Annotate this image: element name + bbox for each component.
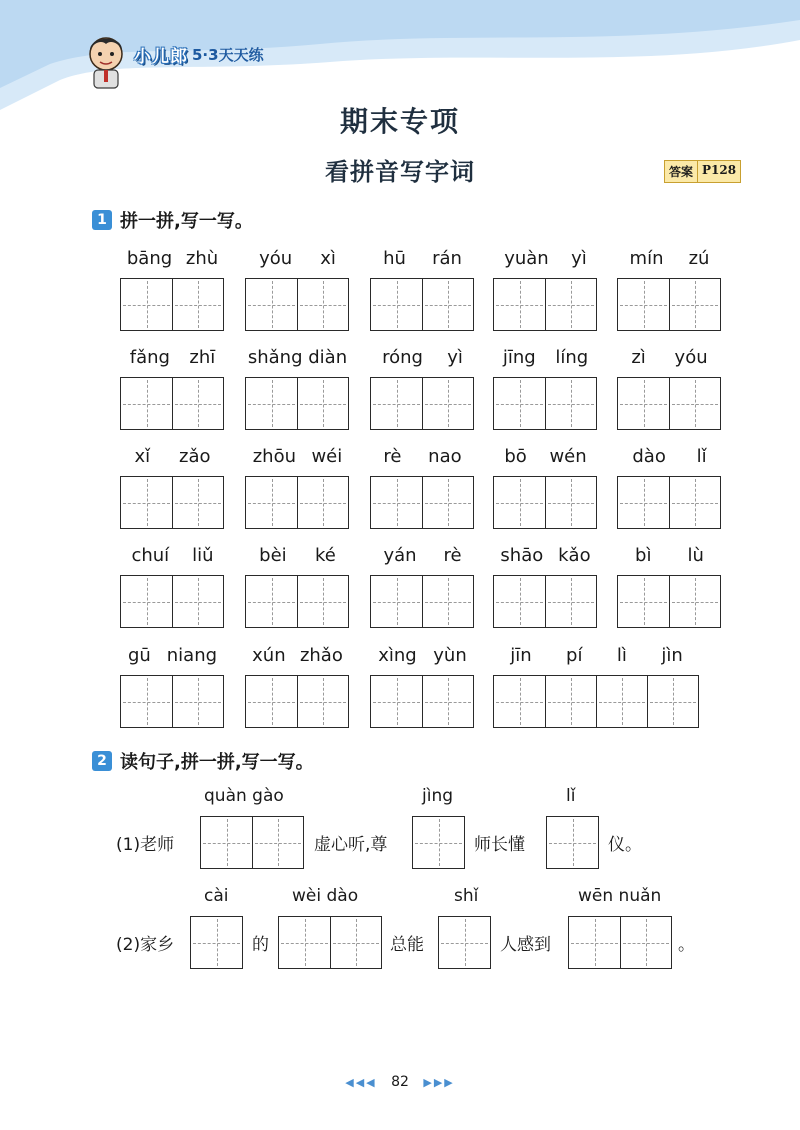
pinyin-label <box>370 347 475 368</box>
pinyin-label <box>120 248 225 269</box>
pinyin-label <box>370 645 475 666</box>
section-2-instruction: 读句子,拼一拼,写一写。 <box>120 752 314 773</box>
writing-cell[interactable] <box>172 378 223 429</box>
pinyin-label <box>370 248 475 269</box>
answer-grid[interactable] <box>438 916 491 969</box>
pinyin-syllable: diàn <box>308 347 348 368</box>
section-1-number: 1 <box>92 210 112 230</box>
writing-cell[interactable] <box>596 676 647 727</box>
sentence-2-text-zongneng: 总能 <box>390 935 424 955</box>
pinyin-syllable: líng <box>555 347 589 368</box>
pinyin-syllable: nao <box>428 446 462 467</box>
answer-grid[interactable] <box>278 916 382 969</box>
writing-cell[interactable] <box>669 378 720 429</box>
answer-grid[interactable] <box>245 476 349 529</box>
pinyin-syllable: lù <box>687 545 704 566</box>
writing-cell[interactable] <box>371 477 422 528</box>
writing-cell[interactable] <box>669 576 720 627</box>
answer-reference-badge <box>664 160 741 183</box>
pinyin-syllable: jìn <box>661 645 683 666</box>
pinyin-syllable: róng <box>382 347 423 368</box>
answer-grid[interactable] <box>617 278 721 331</box>
sentence-1-pinyin-quangao: quàn gào <box>204 786 284 806</box>
writing-cell[interactable] <box>371 676 422 727</box>
answer-grid[interactable] <box>617 377 721 430</box>
left-arrows-icon: ◀◀◀ <box>345 1076 377 1089</box>
page-subtitle: 看拼音写字词 <box>325 158 475 186</box>
pinyin-label <box>120 446 225 467</box>
pinyin-syllable: lì <box>616 645 627 666</box>
answer-grid[interactable] <box>370 476 474 529</box>
pinyin-syllable: xún <box>252 645 286 666</box>
writing-cell[interactable] <box>297 378 348 429</box>
writing-cell[interactable] <box>297 676 348 727</box>
answer-grid[interactable] <box>617 575 721 628</box>
section-2-heading <box>92 748 314 774</box>
pinyin-syllable: zhī <box>189 347 216 368</box>
pinyin-label <box>493 347 598 368</box>
writing-cell[interactable] <box>413 817 464 868</box>
answer-grid[interactable] <box>120 476 224 529</box>
writing-cell[interactable] <box>620 917 671 968</box>
answer-grid[interactable] <box>370 675 474 728</box>
answer-page: P128 <box>697 161 740 182</box>
writing-cell[interactable] <box>172 477 223 528</box>
writing-cell[interactable] <box>669 279 720 330</box>
pinyin-label <box>370 446 475 467</box>
writing-cell[interactable] <box>279 917 330 968</box>
writing-cell[interactable] <box>647 676 698 727</box>
answer-grid[interactable] <box>493 675 699 728</box>
writing-cell[interactable] <box>494 477 545 528</box>
answer-grid[interactable] <box>190 916 243 969</box>
writing-cell[interactable] <box>618 576 669 627</box>
pinyin-label <box>617 248 722 269</box>
writing-cell[interactable] <box>494 279 545 330</box>
section-2-number: 2 <box>92 751 112 771</box>
writing-cell[interactable] <box>201 817 252 868</box>
pinyin-syllable: xìng <box>378 645 417 666</box>
pinyin-syllable: hū <box>383 248 406 269</box>
sentence-1-label: (1)老师 <box>116 835 175 855</box>
writing-cell[interactable] <box>246 378 297 429</box>
page-footer <box>0 1074 800 1090</box>
answer-grid[interactable] <box>493 575 597 628</box>
pinyin-label <box>493 645 700 666</box>
writing-cell[interactable] <box>494 378 545 429</box>
pinyin-syllable: zhù <box>185 248 219 269</box>
pinyin-syllable: zǎo <box>179 446 211 467</box>
pinyin-syllable: yóu <box>259 248 293 269</box>
pinyin-syllable: rè <box>443 545 462 566</box>
answer-grid[interactable] <box>120 377 224 430</box>
answer-grid[interactable] <box>493 278 597 331</box>
writing-cell[interactable] <box>618 477 669 528</box>
writing-cell[interactable] <box>297 477 348 528</box>
pinyin-label <box>120 545 225 566</box>
answer-grid[interactable] <box>412 816 465 869</box>
answer-grid[interactable] <box>120 675 224 728</box>
answer-grid[interactable] <box>493 476 597 529</box>
pinyin-syllable: yì <box>571 248 587 269</box>
writing-cell[interactable] <box>121 378 172 429</box>
writing-cell[interactable] <box>371 576 422 627</box>
pinyin-syllable: yì <box>447 347 463 368</box>
writing-cell[interactable] <box>494 576 545 627</box>
answer-grid[interactable] <box>245 377 349 430</box>
writing-cell[interactable] <box>669 477 720 528</box>
answer-grid[interactable] <box>493 377 597 430</box>
pinyin-label <box>245 446 350 467</box>
pinyin-label <box>617 446 722 467</box>
writing-cell[interactable] <box>121 676 172 727</box>
sentence-1-pinyin-jing: jìng <box>422 786 454 806</box>
pinyin-syllable: yán <box>383 545 417 566</box>
writing-cell[interactable] <box>569 917 620 968</box>
mascot-boy-icon <box>80 30 132 92</box>
pinyin-syllable: lǐ <box>696 446 707 467</box>
sentence-2-pinyin-weidao: wèi dào <box>292 886 359 906</box>
writing-cell[interactable] <box>439 917 490 968</box>
pinyin-label <box>617 545 722 566</box>
brand-name: 小儿郎 <box>134 47 188 67</box>
writing-cell[interactable] <box>172 676 223 727</box>
writing-cell[interactable] <box>547 817 598 868</box>
pinyin-syllable: yóu <box>674 347 708 368</box>
writing-cell[interactable] <box>371 279 422 330</box>
writing-cell[interactable] <box>545 477 596 528</box>
writing-cell[interactable] <box>545 378 596 429</box>
answer-grid[interactable] <box>568 916 672 969</box>
pinyin-label <box>120 645 225 666</box>
writing-cell[interactable] <box>172 576 223 627</box>
pinyin-syllable: pí <box>566 645 583 666</box>
section-1-heading <box>92 207 253 233</box>
writing-cell[interactable] <box>618 279 669 330</box>
writing-cell[interactable] <box>422 576 473 627</box>
writing-cell[interactable] <box>330 917 381 968</box>
pinyin-syllable: yùn <box>433 645 467 666</box>
answer-grid[interactable] <box>370 575 474 628</box>
pinyin-label <box>493 248 598 269</box>
pinyin-label <box>617 347 722 368</box>
pinyin-syllable: bāng <box>126 248 173 269</box>
section-1-instruction: 拼一拼,写一写。 <box>120 211 253 232</box>
sentence-2-text-de: 的 <box>252 935 269 955</box>
pinyin-label <box>245 347 350 368</box>
pinyin-label <box>245 248 350 269</box>
pinyin-syllable: xǐ <box>134 446 151 467</box>
writing-cell[interactable] <box>371 378 422 429</box>
writing-cell[interactable] <box>494 676 545 727</box>
pinyin-syllable: liǔ <box>192 545 214 566</box>
sentence-2-text-rengandao: 人感到 <box>500 935 551 955</box>
sentence-2-pinyin-wennuan: wēn nuǎn <box>578 886 662 906</box>
sentence-1-text-end: 仪。 <box>608 835 642 855</box>
pinyin-syllable: niang <box>166 645 218 666</box>
pinyin-syllable: bō <box>504 446 527 467</box>
brand-series: 5·3天天练 <box>192 46 264 64</box>
pinyin-syllable: rè <box>383 446 402 467</box>
pinyin-syllable: zú <box>688 248 710 269</box>
brand <box>134 42 264 67</box>
pinyin-syllable: shǎng <box>247 347 303 368</box>
sentence-1-text-mid2: 师长懂 <box>474 835 525 855</box>
page-number: 82 <box>391 1074 409 1090</box>
sentence-2-pinyin-cai: cài <box>204 886 229 906</box>
right-arrows-icon: ▶▶▶ <box>423 1076 455 1089</box>
writing-cell[interactable] <box>121 576 172 627</box>
answer-grid[interactable] <box>370 377 474 430</box>
pinyin-syllable: wéi <box>311 446 343 467</box>
writing-cell[interactable] <box>422 378 473 429</box>
answer-grid[interactable] <box>370 278 474 331</box>
answer-label: 答案 <box>669 165 694 179</box>
writing-cell[interactable] <box>191 917 242 968</box>
pinyin-syllable: bèi <box>259 545 287 566</box>
sentence-2-text-end: 。 <box>678 935 695 955</box>
pinyin-syllable: jīng <box>502 347 536 368</box>
writing-cell[interactable] <box>172 279 223 330</box>
pinyin-syllable: dào <box>632 446 666 467</box>
pinyin-syllable: zhǎo <box>299 645 343 666</box>
writing-cell[interactable] <box>422 279 473 330</box>
pinyin-syllable: fǎng <box>129 347 170 368</box>
answer-grid[interactable] <box>120 278 224 331</box>
sentence-2-label: (2)家乡 <box>116 935 175 955</box>
answer-grid[interactable] <box>546 816 599 869</box>
writing-cell[interactable] <box>545 576 596 627</box>
pinyin-syllable: xì <box>320 248 336 269</box>
pinyin-label <box>493 446 598 467</box>
writing-cell[interactable] <box>246 477 297 528</box>
pinyin-syllable: shāo <box>500 545 544 566</box>
pinyin-label <box>120 347 225 368</box>
sentence-2-pinyin-shi: shǐ <box>454 886 479 906</box>
pinyin-syllable: rán <box>432 248 462 269</box>
pinyin-syllable: chuí <box>131 545 170 566</box>
writing-cell[interactable] <box>618 378 669 429</box>
writing-cell[interactable] <box>545 279 596 330</box>
page-title: 期末专项 <box>339 105 460 138</box>
writing-cell[interactable] <box>246 279 297 330</box>
answer-grid[interactable] <box>245 278 349 331</box>
writing-cell[interactable] <box>252 817 303 868</box>
pinyin-syllable: mín <box>629 248 664 269</box>
pinyin-syllable: wén <box>549 446 587 467</box>
writing-cell[interactable] <box>246 676 297 727</box>
pinyin-label <box>245 545 350 566</box>
answer-grid[interactable] <box>245 675 349 728</box>
pinyin-syllable: gū <box>127 645 151 666</box>
writing-cell[interactable] <box>246 576 297 627</box>
pinyin-syllable: zhōu <box>252 446 296 467</box>
pinyin-syllable: yuàn <box>504 248 549 269</box>
writing-cell[interactable] <box>545 676 596 727</box>
pinyin-label <box>245 645 350 666</box>
pinyin-syllable: zì <box>631 347 646 368</box>
writing-cell[interactable] <box>121 477 172 528</box>
pinyin-syllable: jīn <box>510 645 532 666</box>
sentence-1-pinyin-li: lǐ <box>566 786 576 806</box>
sentence-1-text-mid1: 虚心听,尊 <box>314 835 388 855</box>
pinyin-label <box>493 545 598 566</box>
writing-cell[interactable] <box>297 279 348 330</box>
pinyin-syllable: bì <box>635 545 652 566</box>
writing-cell[interactable] <box>297 576 348 627</box>
answer-grid[interactable] <box>200 816 304 869</box>
pinyin-syllable: kǎo <box>558 545 591 566</box>
pinyin-label <box>370 545 475 566</box>
writing-cell[interactable] <box>422 477 473 528</box>
writing-cell[interactable] <box>422 676 473 727</box>
writing-cell[interactable] <box>121 279 172 330</box>
answer-grid[interactable] <box>120 575 224 628</box>
answer-grid[interactable] <box>617 476 721 529</box>
pinyin-syllable: ké <box>314 545 336 566</box>
answer-grid[interactable] <box>245 575 349 628</box>
